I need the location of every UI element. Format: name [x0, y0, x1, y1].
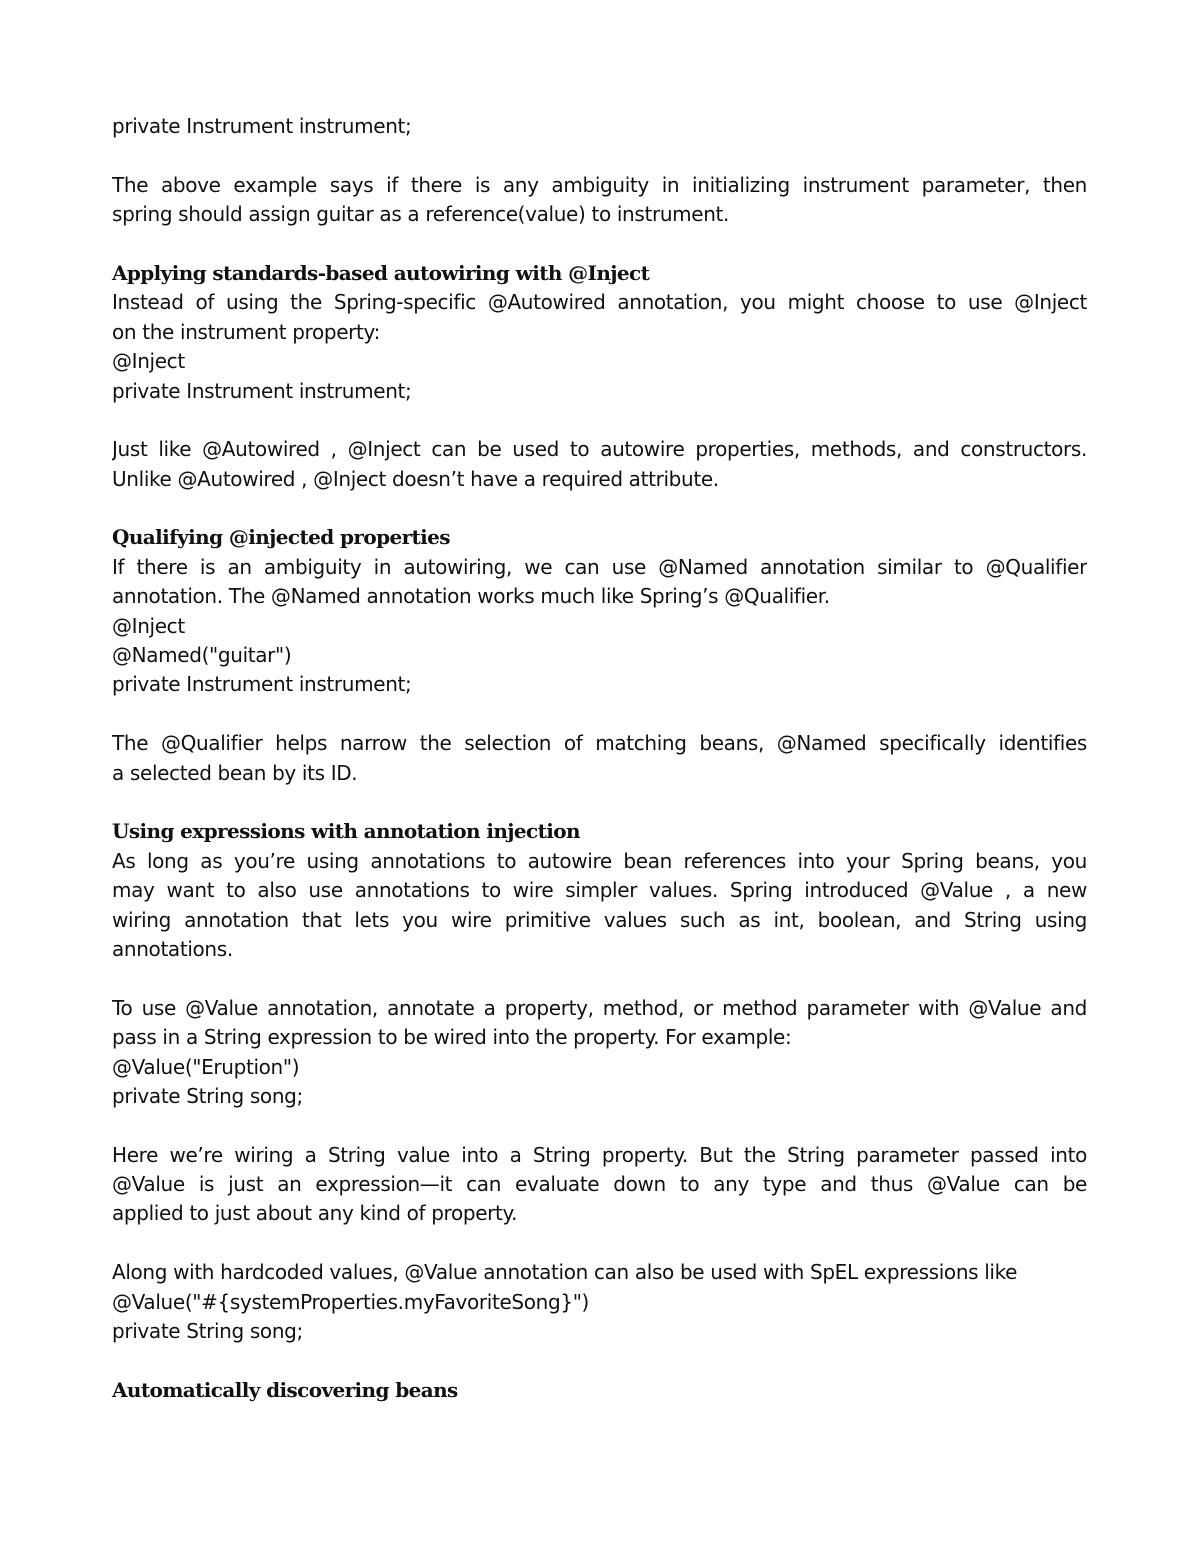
code-line: @Value("Eruption")	[112, 1054, 300, 1079]
code-line: @Inject	[112, 349, 185, 374]
paragraph-line: To use @Value annotation, annotate a property, method, or method parameter with @Value and	[112, 995, 1087, 1020]
code-line: @Value("#{systemProperties.myFavoriteSong}")	[112, 1289, 590, 1314]
spacer	[112, 494, 1087, 523]
paragraph-line: annotations.	[112, 936, 233, 961]
paragraph-line: Instead of using the Spring-specific @Autowired annotation, you might choose to use @Inject	[112, 290, 1087, 315]
spacer	[112, 964, 1087, 993]
spacer	[112, 1229, 1087, 1258]
paragraph-line: may want to also use annotations to wire simpler values. Spring introduced @Value , a new	[112, 878, 1087, 903]
paragraph-line: The @Qualifier helps narrow the selection of matching beans, @Named specifically identifies	[112, 731, 1087, 756]
section-heading: Using expressions with annotation injection	[112, 819, 580, 844]
spacer	[112, 406, 1087, 435]
code-line: @Named("guitar")	[112, 643, 292, 668]
paragraph-line: on the instrument property:	[112, 319, 380, 344]
section-heading: Applying standards-based autowiring with @Inject	[112, 260, 650, 285]
paragraph-line: wiring annotation that lets you wire primitive values such as int, boolean, and String using	[112, 907, 1087, 932]
paragraph-line: Just like @Autowired , @Inject can be used to autowire properties, methods, and constructors.	[112, 437, 1087, 462]
paragraph-line: a selected bean by its ID.	[112, 760, 358, 785]
paragraph-line: As long as you’re using annotations to autowire bean references into your Spring beans, you	[112, 848, 1087, 873]
paragraph-line: @Value is just an expression—it can evaluate down to any type and thus @Value can be	[112, 1172, 1087, 1197]
code-line: @Inject	[112, 613, 185, 638]
document-page	[112, 112, 1087, 1405]
paragraph-line: Unlike @Autowired , @Inject doesn’t have a required attribute.	[112, 466, 719, 491]
paragraph-line: Along with hardcoded values, @Value annotation can also be used with SpEL expressions like	[112, 1260, 1018, 1285]
paragraph-line: If there is an ambiguity in autowiring, we can use @Named annotation similar to @Qualifier	[112, 554, 1087, 579]
section-heading: Automatically discovering beans	[112, 1377, 458, 1402]
section-heading: Qualifying @injected properties	[112, 525, 450, 550]
paragraph-line: applied to just about any kind of property.	[112, 1201, 518, 1226]
paragraph-line: The above example says if there is any ambiguity in initializing instrument parameter, then	[112, 172, 1087, 197]
spacer	[112, 141, 1087, 170]
spacer	[112, 700, 1087, 729]
code-line: private String song;	[112, 1319, 303, 1344]
spacer	[112, 788, 1087, 817]
paragraph-line: annotation. The @Named annotation works much like Spring’s @Qualifier.	[112, 584, 830, 609]
spacer	[112, 1346, 1087, 1375]
code-line: private Instrument instrument;	[112, 672, 412, 697]
spacer	[112, 230, 1087, 259]
code-line: private Instrument instrument;	[112, 114, 412, 138]
spacer	[112, 1111, 1087, 1140]
code-line: private String song;	[112, 1083, 303, 1108]
code-line: private Instrument instrument;	[112, 378, 412, 403]
paragraph-line: Here we’re wiring a String value into a String property. But the String parameter passed into	[112, 1142, 1087, 1167]
paragraph-line: pass in a String expression to be wired into the property. For example:	[112, 1025, 792, 1050]
paragraph-line: spring should assign guitar as a reference(value) to instrument.	[112, 202, 730, 227]
